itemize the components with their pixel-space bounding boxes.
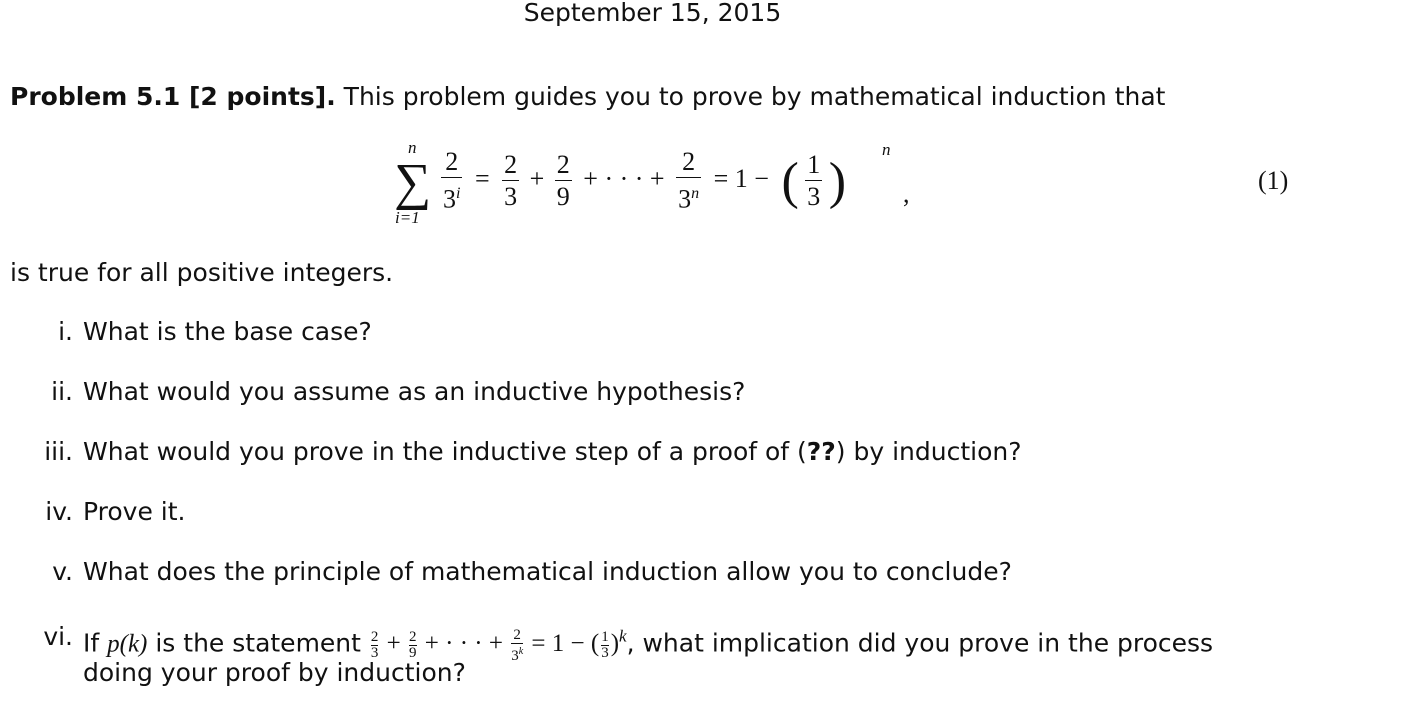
term-2-over-3i: $\frac{2}{3^i}$ bbox=[443, 147, 461, 214]
rhs-one-minus: = 1 − bbox=[713, 164, 769, 194]
term-2-over-9: $\frac{2}{9}$ bbox=[556, 149, 570, 211]
pk-expression: p(k) bbox=[107, 630, 148, 658]
sigma-symbol: ∑ bbox=[394, 154, 432, 211]
item-label: ii. bbox=[51, 377, 73, 406]
power-n: n bbox=[882, 140, 891, 159]
problem-intro: This problem guides you to prove by mathematical induction that bbox=[343, 82, 1166, 111]
item-text: What would you prove in the inductive step of a proof of (??) by induction? bbox=[83, 437, 1022, 466]
equation-comma: , bbox=[903, 179, 910, 208]
term-2-over-3: $\frac{2}{3}$ bbox=[504, 149, 518, 211]
equation-number: (1) bbox=[1258, 166, 1289, 195]
equation-body bbox=[441, 147, 846, 216]
item-text: doing your proof by induction? bbox=[83, 658, 466, 687]
display-equation bbox=[385, 135, 945, 235]
item-text: What is the base case? bbox=[83, 317, 372, 346]
item-label: i. bbox=[58, 317, 73, 346]
equals-sign: = bbox=[474, 164, 490, 194]
right-paren: ) bbox=[828, 152, 847, 210]
problem-closing: is true for all positive integers. bbox=[10, 258, 394, 287]
plus-sign: + bbox=[529, 164, 545, 194]
term-2-over-3n: $\frac{2}{3^n}$ bbox=[678, 147, 700, 214]
item-label: iii. bbox=[44, 437, 73, 466]
sum-upper-limit: n bbox=[408, 138, 417, 157]
plus-ellipsis: + · · · + bbox=[583, 164, 665, 194]
item-label: v. bbox=[52, 557, 73, 586]
inline-statement: $\frac{2}{3}$ + $\frac{2}{9}$ + · · · + $\frac{2}{3^k}$ = 1 − ( $\frac{1}{3}$ )$^k$ bbox=[370, 626, 627, 664]
item-text: What would you assume as an inductive hypothesis? bbox=[83, 377, 746, 406]
item-text: If p(k) is the statement $\frac{2}{3}$ + $\frac{2}{9}$ + · · · + $\frac{2}{3^k}$ = 1 − ( $\frac{1}{3}$ )$^k$, what implication did you prove in the process bbox=[83, 626, 1214, 664]
item-label: vi. bbox=[43, 622, 73, 651]
broken-reference: ?? bbox=[806, 437, 836, 466]
sum-lower-limit: i=1 bbox=[395, 208, 420, 227]
item-text: Prove it. bbox=[83, 497, 186, 526]
problem-label: Problem 5.1 [2 points]. bbox=[10, 82, 336, 111]
problem-statement bbox=[10, 80, 1165, 114]
item-label: iv. bbox=[45, 497, 73, 526]
item-text: What does the principle of mathematical induction allow you to conclude? bbox=[83, 557, 1012, 586]
left-paren: ( bbox=[781, 152, 799, 210]
one-third: $\frac{1}{3}$ bbox=[807, 149, 821, 211]
page-date: September 15, 2015 bbox=[523, 0, 782, 27]
